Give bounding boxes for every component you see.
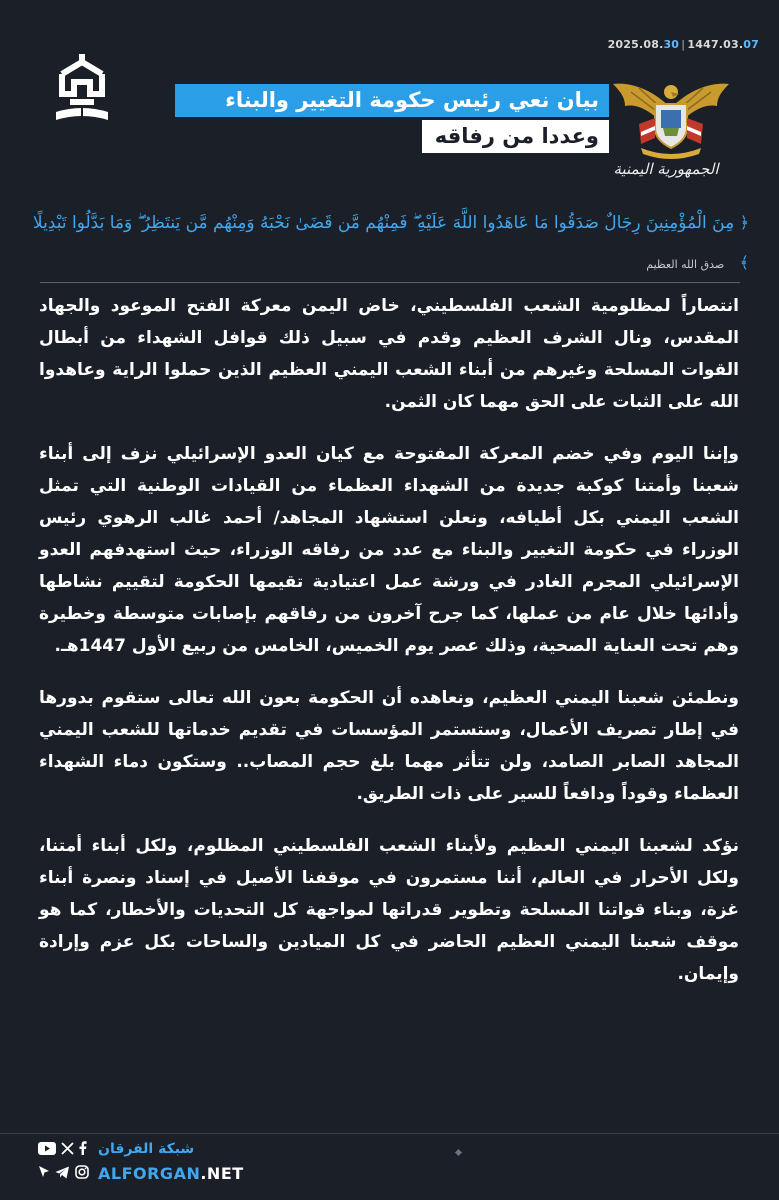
verse-attribution: صدق الله العظيم <box>646 258 725 271</box>
title-primary: بيان نعي رئيس حكومة التغيير والبناء <box>175 84 609 117</box>
alforgan-logo-icon <box>46 50 118 128</box>
footer-url-row <box>38 1162 244 1184</box>
eagle-emblem-icon <box>611 78 731 160</box>
quran-verse <box>29 203 749 285</box>
telegram-icon[interactable] <box>55 1164 70 1183</box>
title-secondary: وعددا من رفاقه <box>422 120 609 153</box>
verse-text: مِنَ الْمُؤْمِنِينَ رِجَالٌ صَدَقُوا مَا عَاهَدُوا اللَّهَ عَلَيْهِ ۖ فَمِنْهُم مَّن قَضَىٰ نَحْبَهُ وَمِنْهُم مَّن يَنتَظِرُ ۖ وَمَا بَدَّلُوا تَبْدِيلًا <box>32 213 735 233</box>
verse-open-bracket: ﴿ <box>739 213 749 232</box>
hijri-date: 1447.03.07 <box>687 38 759 51</box>
instagram-icon[interactable] <box>75 1164 89 1183</box>
paragraph: ونطمئن شعبنا اليمني العظيم، ونعاهده أن الحكومة بعون الله تعالى ستقوم بدورها في إطار تصريف الأعمال، وستستمر المؤسسات في تقديم خدماتها للشعب اليمني المجاهد الصابر الصامد، ولن تتأثر مهما بلغ حجم المصاب.. وستكون دماء الشهداء العظماء وقوداً ودافعاً للسير على ذات الطريق. <box>39 688 739 804</box>
verse-close-bracket: ﴾ <box>739 253 749 272</box>
facebook-icon[interactable] <box>79 1140 87 1159</box>
youtube-icon[interactable] <box>38 1140 56 1159</box>
footer-social-row <box>38 1140 194 1158</box>
gregorian-date: 2025.08.30 <box>607 38 680 51</box>
footer-diamond-icon <box>455 1149 462 1156</box>
paragraph: انتصاراً لمظلومية الشعب الفلسطيني، خاض اليمن معركة الفتح الموعود والجهاد المقدس، ونال الشرف العظيم وقدم في سبيل ذلك قوافل الشهداء من أبطال القوات المسلحة وغيرهم من أبناء الشعب اليمني العظيم الذين حملوا الراية وعاهدوا الله على الثبات على الحق مهما كان الثمن. <box>39 296 739 412</box>
yemen-emblem <box>591 78 741 188</box>
cursor-icon[interactable] <box>38 1164 50 1183</box>
footer <box>38 1140 278 1188</box>
statement-body <box>39 290 739 1010</box>
section-divider <box>40 282 740 283</box>
network-name: شبكة الفرقان <box>98 1141 195 1157</box>
paragraph: نؤكد لشعبنا اليمني العظيم ولأبناء الشعب الفلسطيني المظلوم، ولكل أبناء أمتنا، ولكل الأحرار في العالم، أننا مستمرون في موقفنا الأصيل في إسناد ونصرة أبناء غزة، وبناء قواتنا المسلحة وتطوير قدراتها لمواجهة كل التحديات والأخطار، كما هو موقف شعبنا اليمني العظيم الحاضر في كل الميادين والساحات بكل عزم وإرادة وإيمان. <box>39 836 739 984</box>
x-twitter-icon[interactable] <box>61 1140 74 1159</box>
website-link[interactable]: ALFORGAN.NET <box>98 1163 244 1183</box>
emblem-caption: الجمهورية اليمنية <box>613 160 719 178</box>
footer-divider <box>0 1133 779 1134</box>
paragraph: وإننا اليوم وفي خضم المعركة المفتوحة مع كيان العدو الإسرائيلي نزف إلى أبناء شعبنا وأمتنا كوكبة جديدة من الشهداء العظماء من القيادات الوطنية التي تمثل الشعب اليمني بكل أطيافه، ونعلن استشهاد المجاهد/ أحمد غالب الرهوي رئيس الوزراء في حكومة التغيير والبناء مع عدد من رفاقه الوزراء، حيث استهدفهم العدو الإسرائيلي المجرم الغادر في ورشة عمل اعتيادية تقيمها الحكومة لتقييم نشاطها وأدائها خلال عام من عملها، كما جرح آخرون من رفاقهم بإصابات متوسطة وخطيرة وهم تحت العناية الصحية، وذلك عصر يوم الخميس، الخامس من ربيع الأول 1447هـ. <box>39 444 739 656</box>
alforgan-logo <box>46 50 118 132</box>
dateline: 2025.08.30 | 1447.03.07 <box>607 38 759 51</box>
